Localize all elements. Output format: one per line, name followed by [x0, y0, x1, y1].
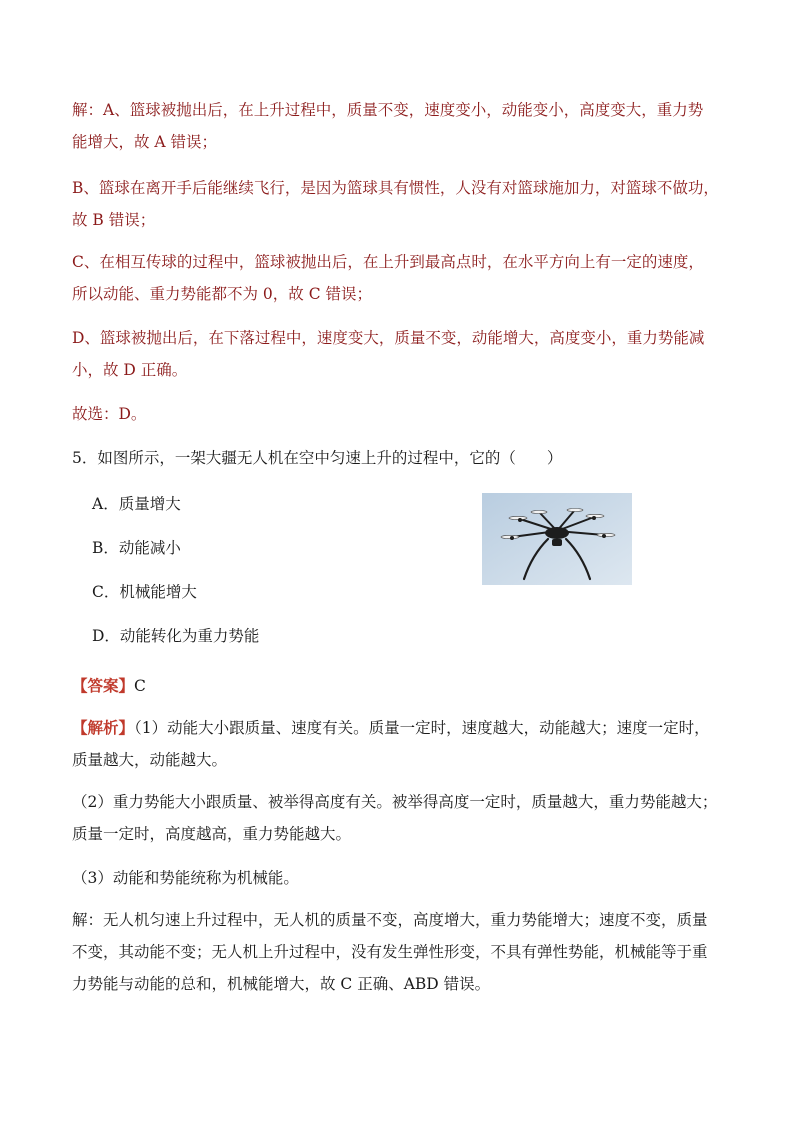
drone-image: [482, 493, 632, 585]
text-line: 故 B 错误；: [72, 211, 156, 229]
text-line: （2）重力势能大小跟质量、被举得高度有关。被举得高度一定时，质量越大，重力势能越大；: [72, 793, 718, 811]
option-b: B．动能减小: [92, 539, 181, 557]
text-line: 解：A、篮球被抛出后，在上升过程中，质量不变，速度变小，动能变小，高度变大，重力势: [72, 101, 704, 119]
answer-label: 【答案】: [72, 676, 135, 695]
text-line: 故选：D。: [72, 405, 147, 423]
analysis-p4: [72, 904, 732, 1000]
text-line: 小，故 D 正确。: [72, 361, 188, 379]
solution-c: [72, 246, 732, 310]
text-line: （3）动能和势能统称为机械能。: [72, 869, 299, 887]
text-line: 力势能与动能的总和，机械能增大，故 C 正确、ABD 错误。: [72, 975, 491, 993]
analysis-p2: [72, 786, 732, 850]
analysis-p3: [72, 862, 732, 894]
text-line: B、篮球在离开手后能继续飞行，是因为篮球具有惯性，人没有对篮球施加力，对篮球不做功，: [72, 179, 719, 197]
choose-line: [72, 398, 732, 430]
text-line: 不变，其动能不变；无人机上升过程中，没有发生弹性形变，不具有弹性势能，机械能等于重: [72, 943, 708, 961]
text-line: C、在相互传球的过程中，篮球被抛出后，在上升到最高点时，在水平方向上有一定的速度，: [72, 253, 704, 271]
text-line: 质量一定时，高度越高，重力势能越大。: [72, 825, 352, 843]
text-line: 质量越大，动能越大。: [72, 751, 228, 769]
text-line: 所以动能、重力势能都不为 0，故 C 错误；: [72, 285, 373, 303]
question-5-stem: [72, 442, 732, 474]
answer-line: [72, 670, 732, 702]
analysis-label: 【解析】: [72, 718, 135, 737]
text-line: D、篮球被抛出后，在下落过程中，速度变大，质量不变，动能增大，高度变小，重力势能减: [72, 329, 705, 347]
text-span: （1）动能大小跟质量、速度有关。质量一定时，速度越大，动能越大；速度一定时，: [134, 719, 710, 737]
answer-value: C: [134, 677, 146, 695]
text-line: 能增大，故 A 错误；: [72, 133, 218, 151]
solution-d: [72, 322, 732, 386]
solution-a: [72, 94, 732, 158]
solution-b: [72, 172, 732, 236]
text-line: 解：无人机匀速上升过程中，无人机的质量不变，高度增大，重力势能增大；速度不变，质量: [72, 911, 708, 929]
option-a: A．质量增大: [92, 495, 181, 513]
option-c: C．机械能增大: [92, 583, 197, 601]
text-line: 5．如图所示，一架大疆无人机在空中匀速上升的过程中，它的（ ）: [72, 449, 563, 467]
analysis-p1: [72, 712, 732, 776]
option-d: D．动能转化为重力势能: [92, 627, 260, 645]
